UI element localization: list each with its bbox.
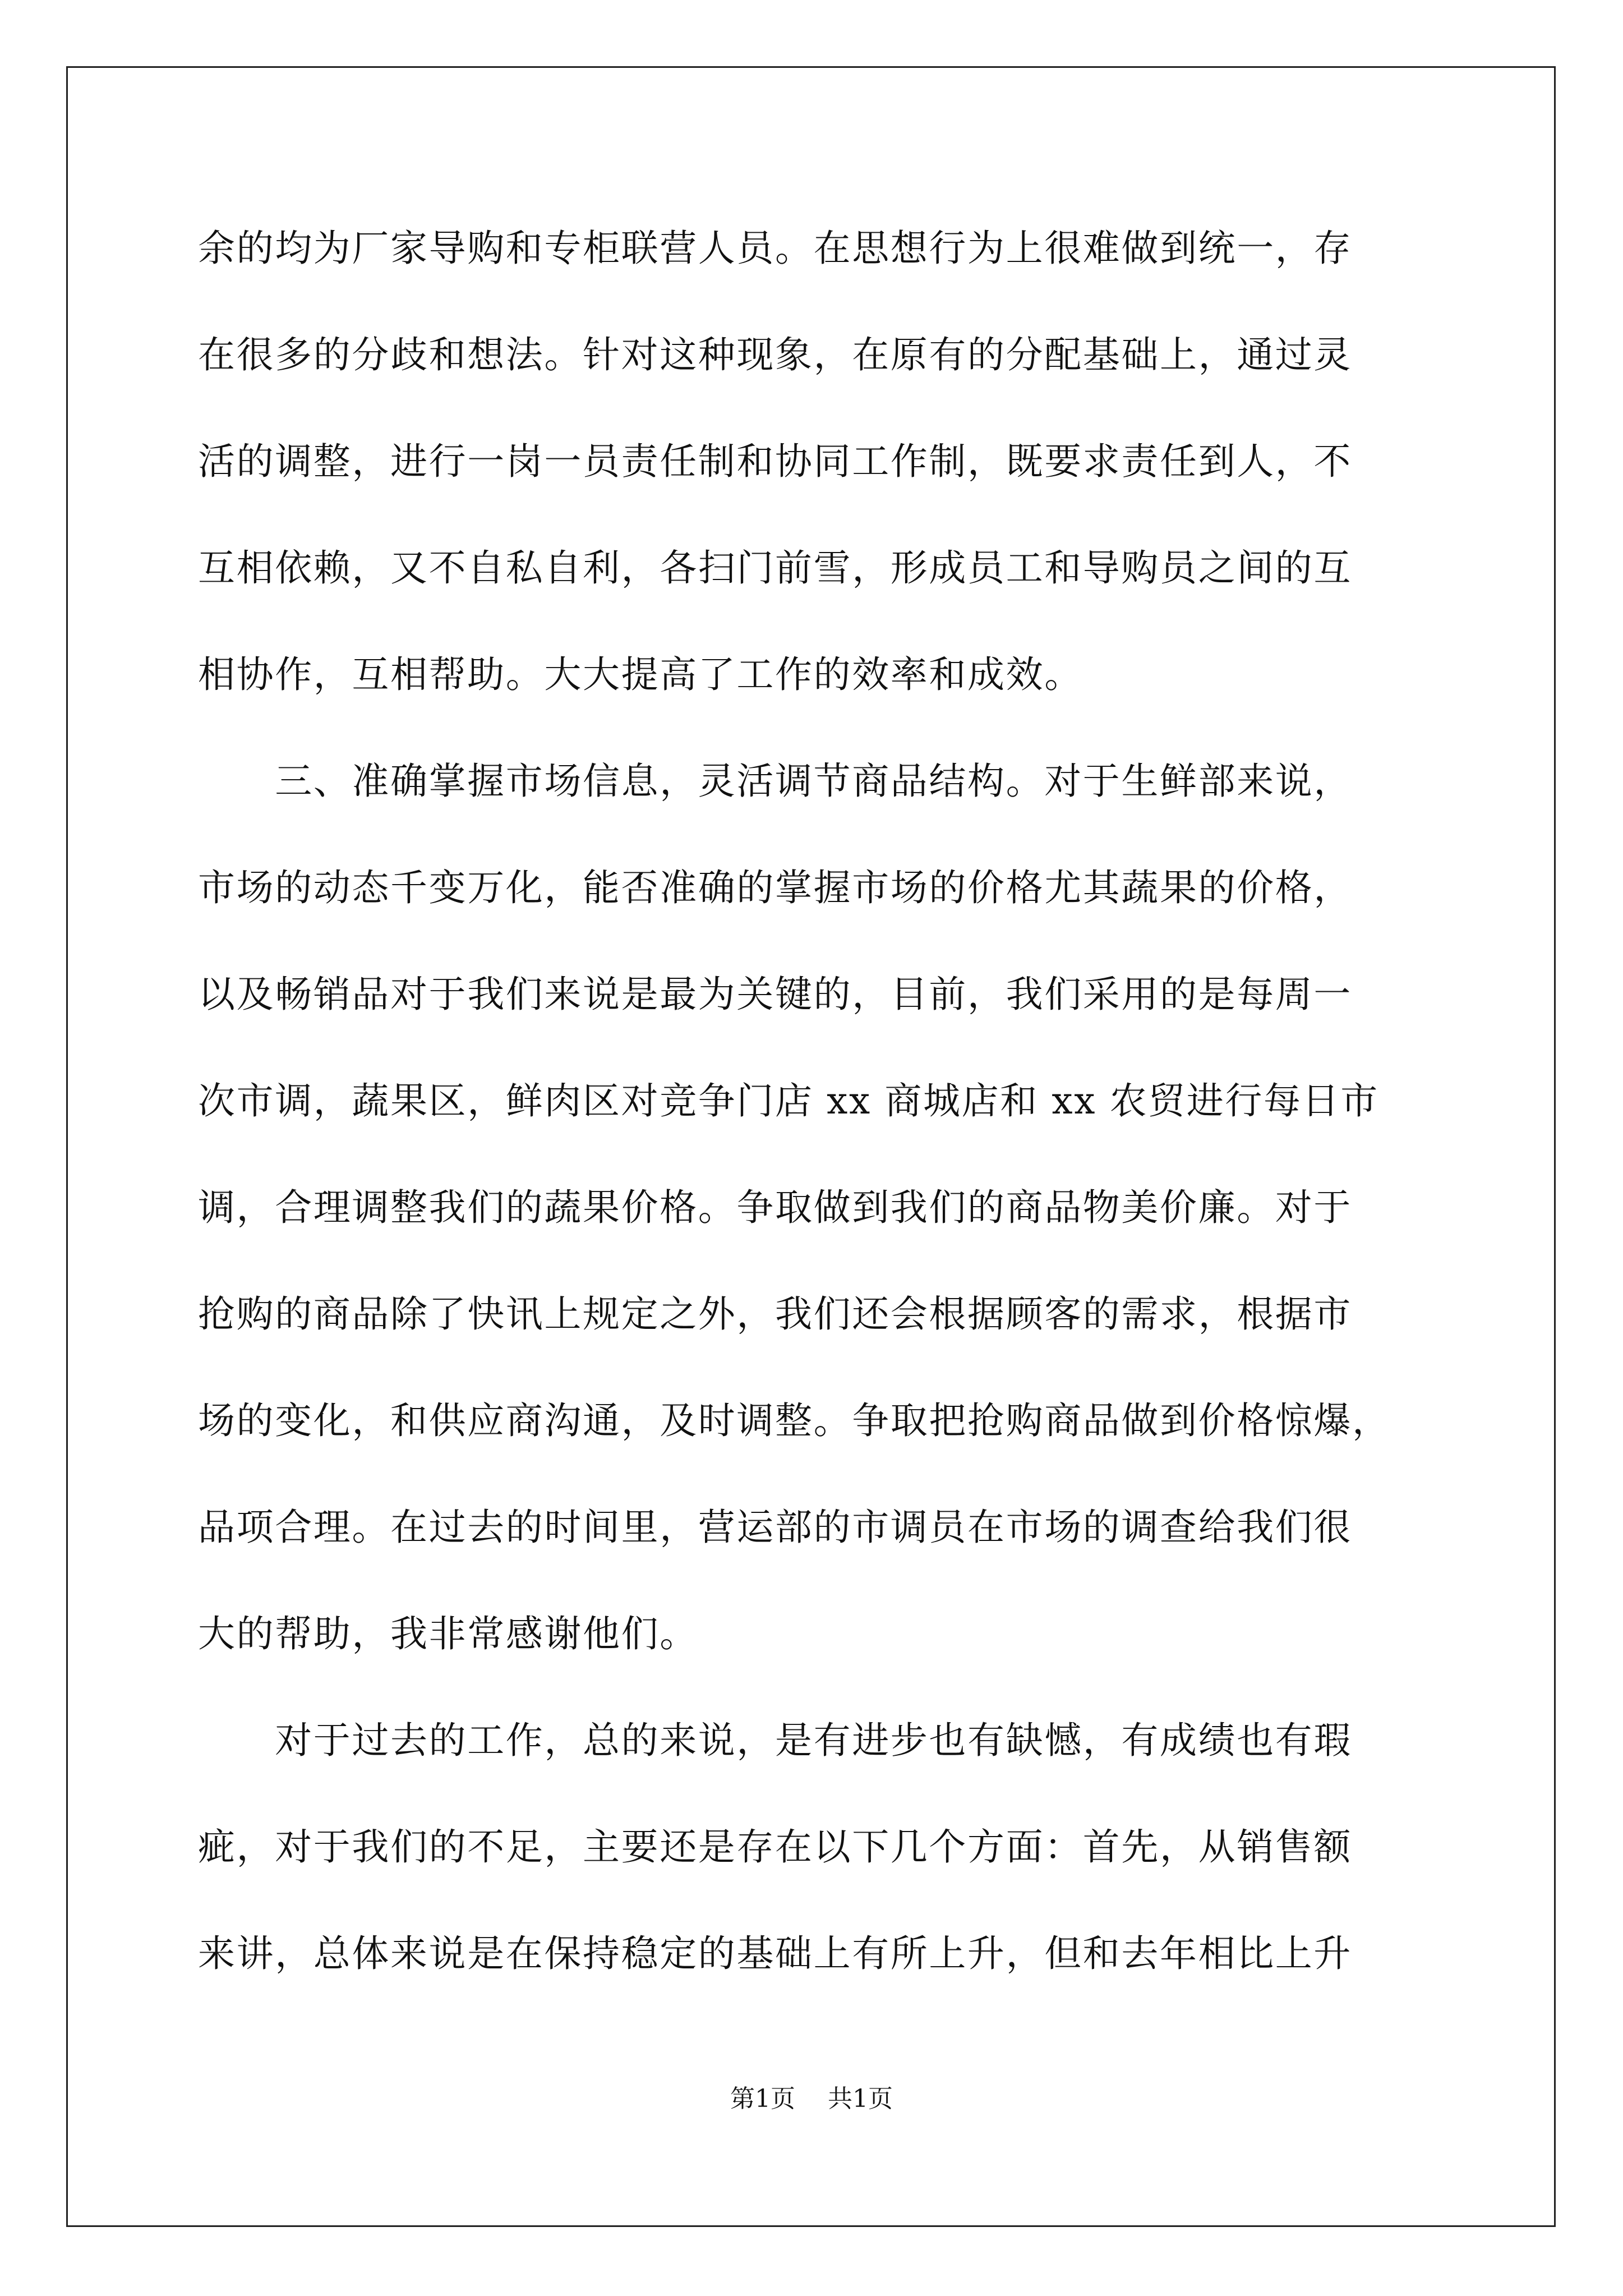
text-line: 来讲，总体来说是在保持稳定的基础上有所上升，但和去年相比上升	[198, 1932, 1352, 1975]
text-line: 对于过去的工作，总的来说，是有进步也有缺憾，有成绩也有瑕	[198, 1719, 1352, 1762]
page-number: 第1页	[730, 2085, 795, 2113]
text-line: 互相依赖，又不自私自利，各扫门前雪，形成员工和导购员之间的互	[198, 546, 1352, 590]
text-line: 调，合理调整我们的蔬果价格。争取做到我们的商品物美价廉。对于	[198, 1186, 1352, 1229]
text-line: 在很多的分歧和想法。针对这种现象，在原有的分配基础上，通过灵	[198, 333, 1352, 376]
text-line: 三、准确掌握市场信息，灵活调节商品结构。对于生鲜部来说，	[198, 760, 1352, 803]
text-line: 余的均为厂家导购和专柜联营人员。在思想行为上很难做到统一，存	[198, 227, 1352, 270]
page-total: 共1页	[828, 2085, 893, 2113]
text-line: 大的帮助，我非常感谢他们。	[198, 1612, 698, 1655]
text-line: 抢购的商品除了快讯上规定之外，我们还会根据顾客的需求，根据市	[198, 1292, 1352, 1336]
text-line: 以及畅销品对于我们来说是最为关键的，目前，我们采用的是每周一	[198, 973, 1352, 1016]
text-line: 场的变化，和供应商沟通，及时调整。争取把抢购商品做到价格惊爆，	[198, 1399, 1391, 1442]
text-line: 疵，对于我们的不足，主要还是存在以下几个方面：首先，从销售额	[198, 1825, 1352, 1869]
document-body	[198, 216, 1429, 2028]
text-line: 品项合理。在过去的时间里，营运部的市调员在市场的调查给我们很	[198, 1506, 1352, 1549]
text-line: 活的调整，进行一岗一员责任制和协同工作制，既要求责任到人，不	[198, 440, 1352, 483]
text-line: 相协作，互相帮助。大大提高了工作的效率和成效。	[198, 653, 1083, 696]
text-line: 市场的动态千变万化，能否准确的掌握市场的价格尤其蔬果的价格，	[198, 866, 1352, 909]
text-line: 次市调，蔬果区，鲜肉区对竞争门店 xx 商城店和 xx 农贸进行每日市	[198, 1079, 1379, 1122]
page-footer	[0, 2082, 1623, 2116]
